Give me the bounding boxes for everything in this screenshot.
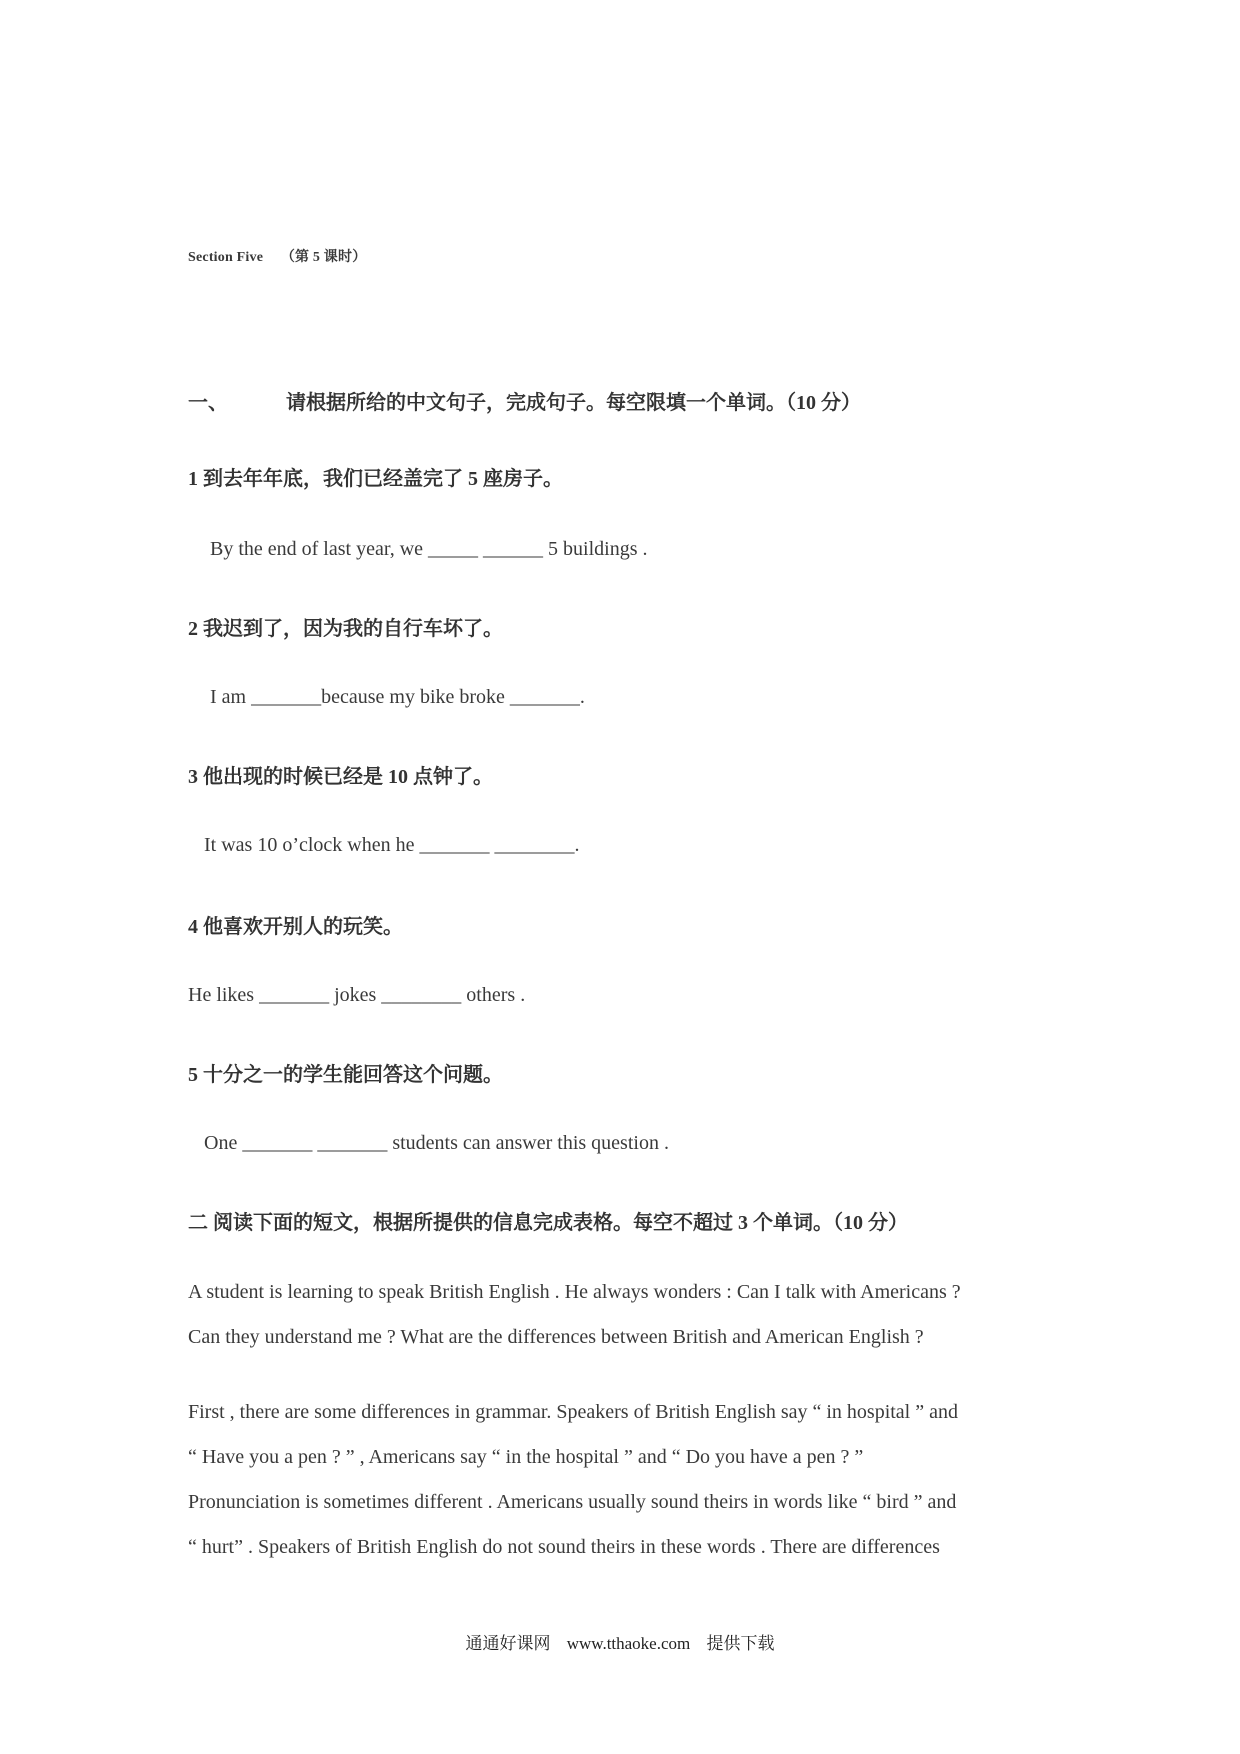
lesson-label: （第 5 课时） — [280, 250, 367, 265]
footer-url[interactable]: www.tthaoke.com — [566, 1634, 691, 1653]
footer-site-name: 通通好课网 — [465, 1634, 551, 1653]
question-1-en: By the end of last year, we _____ ______ 5 buildings . — [210, 538, 648, 560]
footer-suffix: 提供下载 — [706, 1634, 775, 1653]
question-2-cn: 2 我迟到了，因为我的自行车坏了。 — [188, 618, 503, 640]
part2-heading: 二 阅读下面的短文，根据所提供的信息完成表格。每空不超过 3 个单词。（10 分） — [188, 1212, 908, 1234]
question-4-cn: 4 他喜欢开别人的玩笑。 — [188, 916, 403, 938]
question-5-cn: 5 十分之一的学生能回答这个问题。 — [188, 1064, 503, 1086]
paragraph-2-line: “ Have you a pen ? ” , Americans say “ in the hospital ” and “ Do you have a pen ? ” — [188, 1446, 864, 1468]
part1-instruction: 请根据所给的中文句子，完成句子。每空限填一个单词。（10 分） — [286, 392, 861, 414]
section-title: Section Five — [188, 250, 264, 265]
section-header — [188, 246, 366, 266]
question-1-cn: 1 到去年年底，我们已经盖完了 5 座房子。 — [188, 468, 563, 490]
paragraph-1 — [188, 1270, 961, 1360]
paragraph-1-line: Can they understand me ? What are the differences between British and American English ? — [188, 1326, 924, 1348]
question-4-en: He likes _______ jokes ________ others . — [188, 984, 526, 1006]
footer — [0, 1629, 1240, 1654]
question-2-en: I am _______because my bike broke _______. — [210, 686, 585, 708]
part1-heading — [188, 386, 861, 415]
part1-number: 一、 — [188, 392, 228, 414]
question-3-en: It was 10 o’clock when he _______ ________. — [204, 834, 580, 856]
question-5-en: One _______ _______ students can answer this question . — [204, 1132, 669, 1154]
paragraph-1-line: A student is learning to speak British English . He always wonders : Can I talk with Americans ? — [188, 1281, 961, 1303]
paragraph-2-line: “ hurt” . Speakers of British English do not sound theirs in these words . There are differences — [188, 1536, 940, 1558]
question-3-cn: 3 他出现的时候已经是 10 点钟了。 — [188, 766, 493, 788]
paragraph-2-line: First , there are some differences in grammar. Speakers of British English say “ in hospital ” and — [188, 1401, 958, 1423]
paragraph-2-line: Pronunciation is sometimes different . Americans usually sound theirs in words like “ bird ” and — [188, 1491, 957, 1513]
paragraph-2 — [188, 1390, 958, 1570]
